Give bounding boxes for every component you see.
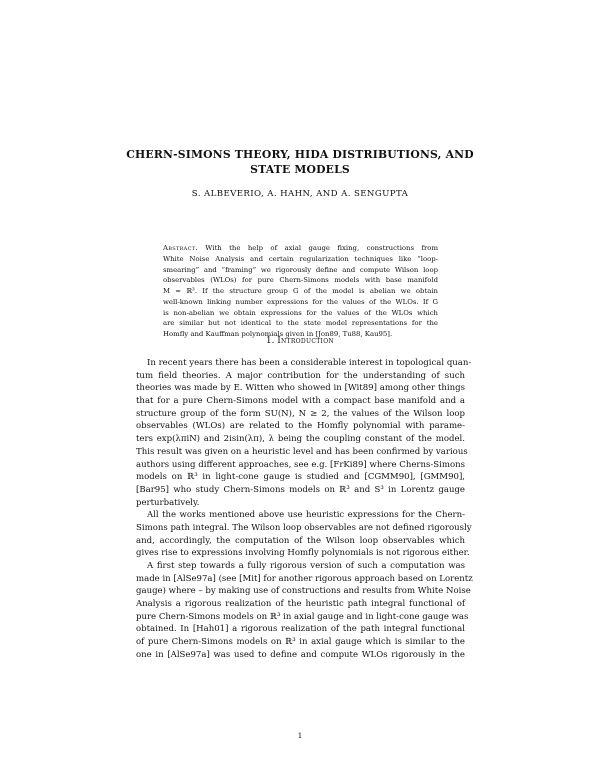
abstract-line: smearing” and “framing” we rigorously define and compute Wilson loop [163,265,438,274]
body-line: one in [AlSe97a] was used to define and compute WLOs rigorously in the [136,649,465,660]
abstract-line: observables (WLOs) for pure Chern-Simons models with base manifold [163,276,438,285]
paper-title [110,147,490,177]
body-line: of pure Chern-Simons models on ℝ³ in axial gauge which is similar to the [136,637,465,648]
body-line: A first step towards a fully rigorous version of such a computation was [147,561,465,571]
author-list: S. ALBEVERIO, A. HAHN, AND A. SENGUPTA [191,189,409,199]
abstract-label: Abstract. [163,244,198,252]
body-line: models on ℝ³ in light-cone gauge is studied and [CGMM90], [GMM90], [136,472,465,483]
section-heading [160,336,440,346]
body-line: observables (WLOs) are related to the Homfly polynomial with parame- [136,421,465,432]
body-line: made in [AlSe97a] (see [Mit] for another rigorous approach based on Lorentz [136,573,473,584]
abstract-line: M = ℝ³. If the structure group G of the model is abelian we obtain [163,287,438,295]
body-line: This result was given on a heuristic level and has been confirmed by various [136,446,468,457]
abstract-line: Homfly and Kauffman polynomials given in [Jon89, Tu88, Kau95]. [163,330,393,338]
body-line: [Bar95] who study Chern-Simons models on ℝ³ and S³ in Lorentz gauge [136,484,465,495]
page-number: 1 [297,731,303,740]
body-line: Simons path integral. The Wilson loop observables are not defined rigorously [136,522,472,533]
body-line: gauge) where – by making use of constructions and results from White Noise [136,586,471,597]
abstract-line: well-known linking number expressions for the values of the WLOs. If G [163,297,438,306]
abstract-line: Abstract. With the help of axial gauge fixing, constructions from [163,244,438,252]
body-line: obtained. In [Hah01] a rigorous realization of the path integral functional [136,624,465,635]
abstract-line: is non-abelian we obtain expressions for the values of the WLOs which [163,308,438,317]
body-line: and, accordingly, the computation of the Wilson loop observables which [136,535,465,546]
body-line: In recent years there has been a considerable interest in topological quan- [147,358,472,368]
body-text [136,357,473,662]
title-line-2: STATE MODELS [250,163,350,176]
body-line: gives rise to expressions involving Homfly polynomials is not rigorous either. [136,548,470,559]
abstract [163,243,438,340]
body-line: that for a pure Chern-Simons model with a compact base manifold and a [136,396,465,407]
body-line: Analysis a rigorous realization of the heuristic path integral functional of [136,599,465,610]
body-line: All the works mentioned above use heuristic expressions for the Chern- [147,510,465,521]
title-line-1: CHERN-SIMONS THEORY, HIDA DISTRIBUTIONS, AND [126,148,474,161]
body-line: structure group of the form SU(N), N ≥ 2, the values of the Wilson loop [136,408,465,419]
body-line: ters exp(λπiN) and 2isin(λπ), λ being the coupling constant of the model. [136,434,465,445]
abstract-line: are similar but not identical to the state model representations for the [163,319,438,328]
body-line: pure Chern-Simons models on ℝ³ in axial gauge and in light-cone gauge was [136,611,469,622]
body-line: perturbatively. [136,497,200,508]
section-title: Introduction [277,336,334,346]
body-line: theories was made by E. Witten who showed in [Wit89] among other things [136,383,465,394]
abstract-line: White Noise Analysis and certain regularization techniques like “loop- [163,254,438,263]
body-line: tum field theories. A major contribution for the understanding of such [136,370,465,381]
body-line: authors using different approaches, see e.g. [FrKi89] where Cherns-Simons [136,459,465,470]
section-number: 1. [266,336,275,346]
